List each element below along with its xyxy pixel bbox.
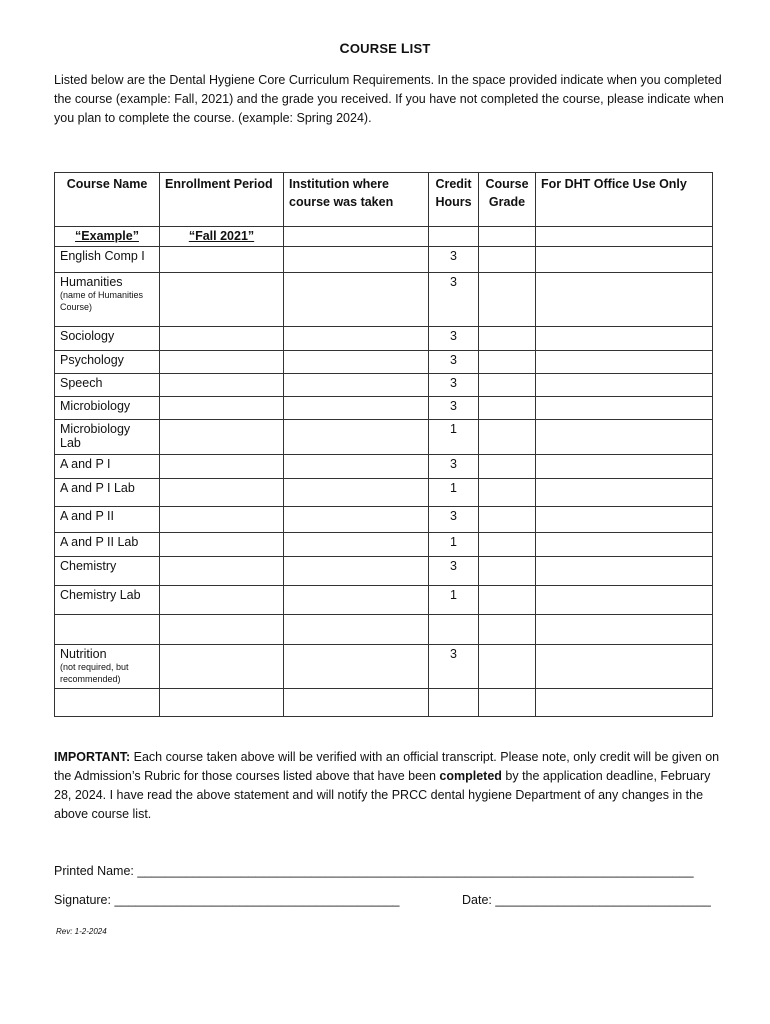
office-use-cell: [536, 397, 713, 420]
example-period: “Fall 2021”: [188, 229, 255, 243]
course-name: Microbiology: [60, 399, 131, 413]
office-use-cell: [536, 455, 713, 479]
course-table: [54, 172, 713, 717]
institution-cell[interactable]: [284, 351, 429, 374]
table-row: [55, 327, 713, 351]
table-row: [55, 351, 713, 374]
course-name-cell: [55, 479, 160, 507]
course-name-cell: [55, 557, 160, 586]
revision-label: Rev: 1-2-2024: [56, 927, 107, 936]
institution-cell[interactable]: [284, 615, 429, 645]
course-name-cell: [55, 615, 160, 645]
grade-cell[interactable]: [479, 586, 536, 615]
office-use-cell: [536, 533, 713, 557]
course-name: Psychology: [60, 353, 124, 367]
page-title: COURSE LIST: [339, 40, 431, 56]
course-name-cell: [55, 586, 160, 615]
course-name: Sociology: [60, 329, 115, 343]
table-row: [55, 455, 713, 479]
course-name-cell: [55, 397, 160, 420]
enrollment-cell[interactable]: [160, 689, 284, 717]
course-note: (not required, but recommended): [60, 662, 129, 684]
table-row: [55, 374, 713, 397]
credit-hours-cell: 3: [429, 327, 479, 351]
credit-hours-cell: 1: [429, 420, 479, 455]
table-row: [55, 533, 713, 557]
course-name: Microbiology Lab: [60, 422, 131, 450]
office-use-cell: [536, 374, 713, 397]
institution-cell[interactable]: [284, 533, 429, 557]
table-row: [55, 615, 713, 645]
office-use-cell: [536, 645, 713, 689]
table-row: [55, 397, 713, 420]
institution-cell[interactable]: [284, 327, 429, 351]
table-row: [55, 507, 713, 533]
enrollment-cell[interactable]: [160, 479, 284, 507]
credit-hours-cell: 1: [429, 586, 479, 615]
grade-cell[interactable]: [479, 615, 536, 645]
enrollment-cell[interactable]: [160, 586, 284, 615]
course-name-cell: [55, 645, 160, 689]
intro-paragraph: Listed below are the Dental Hygiene Core Curriculum Requirements. In the space provided indicate when you completed the course (example: Fall, 2021) and the grade you received. If you have not completed the course, please indicate when you plan to complete the course. (example: Spring 2024).: [54, 73, 724, 125]
table-row: [55, 247, 713, 273]
course-name: Chemistry: [60, 559, 117, 573]
office-use-cell: [536, 507, 713, 533]
course-name: A and P II Lab: [60, 535, 139, 549]
grade-cell[interactable]: [479, 507, 536, 533]
table-row: [55, 273, 713, 327]
course-name: Speech: [60, 376, 103, 390]
course-name: Chemistry Lab: [60, 588, 141, 602]
header-course-grade: Course Grade: [479, 173, 536, 227]
institution-cell[interactable]: [284, 507, 429, 533]
institution-cell[interactable]: [284, 455, 429, 479]
example-row: [55, 227, 713, 247]
credit-hours-cell: 3: [429, 374, 479, 397]
credit-hours-cell: 3: [429, 273, 479, 327]
enrollment-cell[interactable]: [160, 645, 284, 689]
grade-cell[interactable]: [479, 247, 536, 273]
table-row: [55, 645, 713, 689]
enrollment-cell[interactable]: [160, 615, 284, 645]
credit-hours-cell: 1: [429, 533, 479, 557]
header-office-use: For DHT Office Use Only: [536, 173, 713, 227]
credit-hours-cell: 3: [429, 397, 479, 420]
date-line[interactable]: Date: _______________________________: [462, 893, 711, 907]
enrollment-cell[interactable]: [160, 420, 284, 455]
course-name: A and P II: [60, 509, 114, 523]
grade-cell[interactable]: [479, 533, 536, 557]
course-note: (name of Humanities Course): [60, 290, 144, 312]
course-name-cell: [55, 689, 160, 717]
institution-cell[interactable]: [284, 689, 429, 717]
header-course-name: Course Name: [55, 173, 160, 227]
institution-cell[interactable]: [284, 420, 429, 455]
grade-cell[interactable]: [479, 273, 536, 327]
course-name-cell: [55, 420, 160, 455]
course-name-cell: [55, 507, 160, 533]
office-use-cell: [536, 327, 713, 351]
credit-hours-cell: 3: [429, 645, 479, 689]
signature-line[interactable]: Signature: _________________________________________: [54, 893, 400, 907]
institution-cell[interactable]: [284, 273, 429, 327]
institution-cell[interactable]: [284, 586, 429, 615]
institution-cell[interactable]: [284, 479, 429, 507]
institution-cell[interactable]: [284, 374, 429, 397]
office-use-cell: [536, 351, 713, 374]
enrollment-cell[interactable]: [160, 397, 284, 420]
course-name: English Comp I: [60, 249, 145, 263]
grade-cell[interactable]: [479, 557, 536, 586]
table-header-row: [55, 173, 713, 227]
grade-cell[interactable]: [479, 479, 536, 507]
office-use-cell: [536, 689, 713, 717]
grade-cell[interactable]: [479, 420, 536, 455]
grade-cell[interactable]: [479, 645, 536, 689]
course-name-cell: [55, 455, 160, 479]
example-course: “Example”: [75, 229, 139, 243]
credit-hours-cell: 3: [429, 507, 479, 533]
table-row: [55, 689, 713, 717]
office-use-cell: [536, 586, 713, 615]
grade-cell[interactable]: [479, 351, 536, 374]
office-use-cell: [536, 247, 713, 273]
course-name: A and P I Lab: [60, 481, 135, 495]
enrollment-cell[interactable]: [160, 247, 284, 273]
institution-cell[interactable]: [284, 247, 429, 273]
course-name: Nutrition: [60, 647, 107, 661]
credit-hours-cell: 1: [429, 479, 479, 507]
table-row: [55, 420, 713, 455]
grade-cell[interactable]: [479, 455, 536, 479]
course-name: Humanities: [60, 275, 123, 289]
enrollment-cell[interactable]: [160, 374, 284, 397]
course-name-cell: [55, 374, 160, 397]
course-name-cell: [55, 247, 160, 273]
institution-cell[interactable]: [284, 645, 429, 689]
office-use-cell: [536, 420, 713, 455]
course-name-cell: [55, 273, 160, 327]
enrollment-cell[interactable]: [160, 327, 284, 351]
printed-name-line[interactable]: Printed Name: ________________________________________________________________________________: [54, 864, 694, 878]
credit-hours-cell: 3: [429, 351, 479, 374]
grade-cell[interactable]: [479, 689, 536, 717]
course-name-cell: [55, 327, 160, 351]
table-row: [55, 586, 713, 615]
header-institution: Institution where course was taken: [284, 173, 429, 227]
credit-hours-cell: [429, 689, 479, 717]
table-row: [55, 479, 713, 507]
important-notice: IMPORTANT: Each course taken above will be verified with an official transcript. Please note, only credit will be given on the Admission’s Rubric for those courses listed above that have been completed by the application deadline, February 28, 2024. I have read the above statement and will notify the PRCC dental hygiene Department of any changes in the above course list.: [54, 750, 720, 821]
credit-hours-cell: 3: [429, 247, 479, 273]
enrollment-cell[interactable]: [160, 557, 284, 586]
office-use-cell: [536, 273, 713, 327]
grade-cell[interactable]: [479, 374, 536, 397]
office-use-cell: [536, 479, 713, 507]
credit-hours-cell: 3: [429, 455, 479, 479]
course-name-cell: [55, 351, 160, 374]
grade-cell[interactable]: [479, 327, 536, 351]
table-row: [55, 557, 713, 586]
enrollment-cell[interactable]: [160, 351, 284, 374]
credit-hours-cell: [429, 615, 479, 645]
course-name-cell: [55, 533, 160, 557]
enrollment-cell[interactable]: [160, 507, 284, 533]
office-use-cell: [536, 615, 713, 645]
grade-cell[interactable]: [479, 397, 536, 420]
enrollment-cell[interactable]: [160, 273, 284, 327]
office-use-cell: [536, 557, 713, 586]
enrollment-cell[interactable]: [160, 455, 284, 479]
institution-cell[interactable]: [284, 397, 429, 420]
institution-cell[interactable]: [284, 557, 429, 586]
header-credit-hours: Credit Hours: [429, 173, 479, 227]
enrollment-cell[interactable]: [160, 533, 284, 557]
credit-hours-cell: 3: [429, 557, 479, 586]
course-name: A and P I: [60, 457, 111, 471]
header-enrollment-period: Enrollment Period: [160, 173, 284, 227]
